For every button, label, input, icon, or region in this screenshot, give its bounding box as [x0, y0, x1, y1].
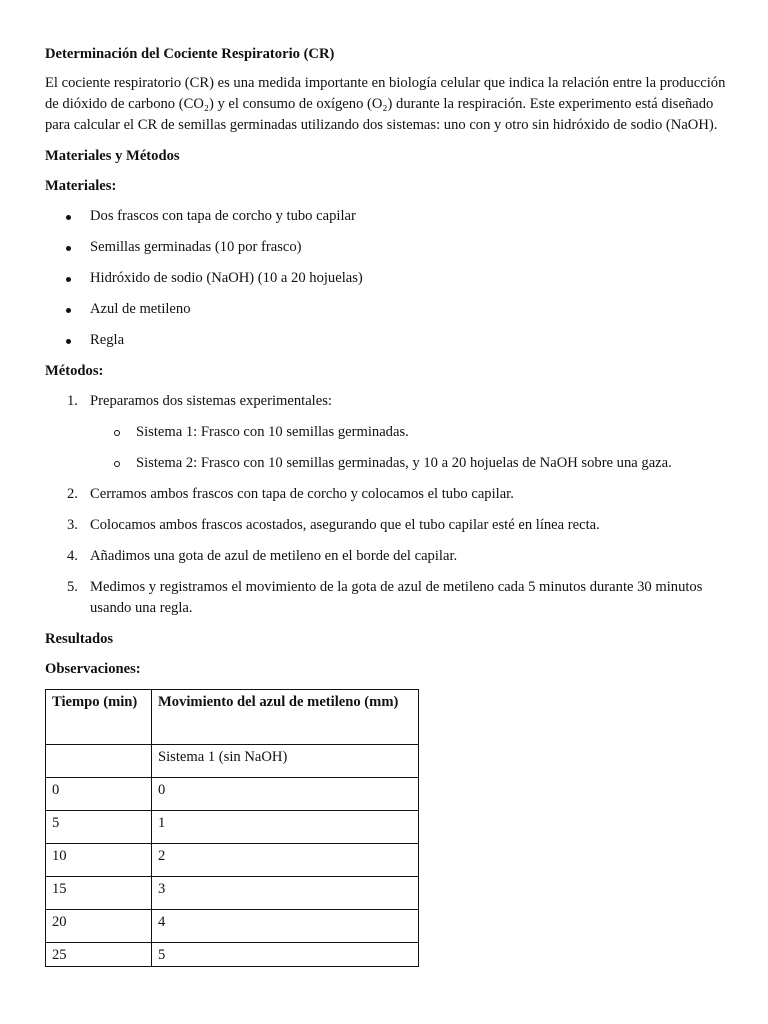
list-item: 3. Colocamos ambos frascos acostados, asegurando que el tubo capilar esté en línea recta. — [67, 517, 600, 533]
table-cell: Sistema 1 (sin NaOH) — [152, 745, 419, 778]
table-cell: 25 — [46, 943, 152, 967]
table-header-row — [46, 690, 419, 745]
table-row — [46, 910, 419, 943]
bullet-icon — [66, 246, 71, 251]
list-item: Azul de metileno — [45, 299, 735, 320]
table-cell: 2 — [152, 844, 419, 877]
list-item: Sistema 1: Frasco con 10 semillas germinadas. — [90, 422, 735, 443]
table-cell: 0 — [152, 778, 419, 811]
bullet-icon — [66, 215, 71, 220]
table-cell: 5 — [152, 943, 419, 967]
list-item: 2. Cerramos ambos frascos con tapa de corcho y colocamos el tubo capilar. — [67, 486, 514, 502]
document-title: Determinación del Cociente Respiratorio (CR) — [45, 46, 335, 62]
bullet-icon — [66, 339, 71, 344]
materials-list — [45, 206, 735, 351]
table-subheader-row — [46, 745, 419, 778]
intro-paragraph: El cociente respiratorio (CR) es una medida importante en biología celular que indica la relación entre la producción de dióxido de carbono (CO₂) y el consumo de oxígeno (O₂) durante la respiración. Este experimento está diseñado para calcular el CR de semillas germinadas utilizando dos sistemas: uno con y otro sin hidróxido de sodio (NaOH). — [45, 75, 726, 133]
list-item: Regla — [45, 330, 735, 351]
table-cell: 20 — [46, 910, 152, 943]
document-page — [45, 44, 735, 967]
table-row — [46, 778, 419, 811]
observations-heading: Observaciones: — [45, 661, 141, 677]
observations-table — [45, 689, 419, 967]
substeps-list — [90, 422, 735, 474]
list-item: Semillas germinadas (10 por frasco) — [45, 237, 735, 258]
table-cell: 3 — [152, 877, 419, 910]
methods-list — [45, 391, 735, 619]
list-item: 1. Preparamos dos sistemas experimentales: Sistema 1: Frasco con 10 semillas germinadas. Sistema 2: Frasco con 10 semillas germinadas, y 10 a 20 hojuelas de NaOH sobre una gaza. — [45, 391, 735, 474]
circle-bullet-icon — [114, 461, 120, 467]
results-heading: Resultados — [45, 631, 114, 647]
bullet-icon — [66, 308, 71, 313]
materials-heading: Materiales: — [45, 178, 117, 194]
bullet-icon — [66, 277, 71, 282]
methods-heading: Métodos: — [45, 363, 104, 379]
list-item: Hidróxido de sodio (NaOH) (10 a 20 hojuelas) — [45, 268, 735, 289]
list-item: 5. Medimos y registramos el movimiento de la gota de azul de metileno cada 5 minutos durante 30 minutos usando una regla. — [67, 579, 703, 616]
list-item: Sistema 2: Frasco con 10 semillas germinadas, y 10 a 20 hojuelas de NaOH sobre una gaza. — [90, 453, 735, 474]
table-row — [46, 811, 419, 844]
table-cell: 5 — [46, 811, 152, 844]
table-row — [46, 943, 419, 967]
table-header-cell: Tiempo (min) — [46, 690, 152, 745]
table-row — [46, 844, 419, 877]
list-item: 4. Añadimos una gota de azul de metileno en el borde del capilar. — [67, 548, 458, 564]
table-cell: 15 — [46, 877, 152, 910]
table-cell: 0 — [46, 778, 152, 811]
table-header-cell: Movimiento del azul de metileno (mm) — [152, 690, 419, 745]
section-materials-methods: Materiales y Métodos — [45, 148, 180, 164]
table-cell: 1 — [152, 811, 419, 844]
list-item: Dos frascos con tapa de corcho y tubo capilar — [45, 206, 735, 227]
table-cell — [46, 745, 152, 778]
circle-bullet-icon — [114, 430, 120, 436]
table-cell: 4 — [152, 910, 419, 943]
table-row — [46, 877, 419, 910]
table-cell: 10 — [46, 844, 152, 877]
